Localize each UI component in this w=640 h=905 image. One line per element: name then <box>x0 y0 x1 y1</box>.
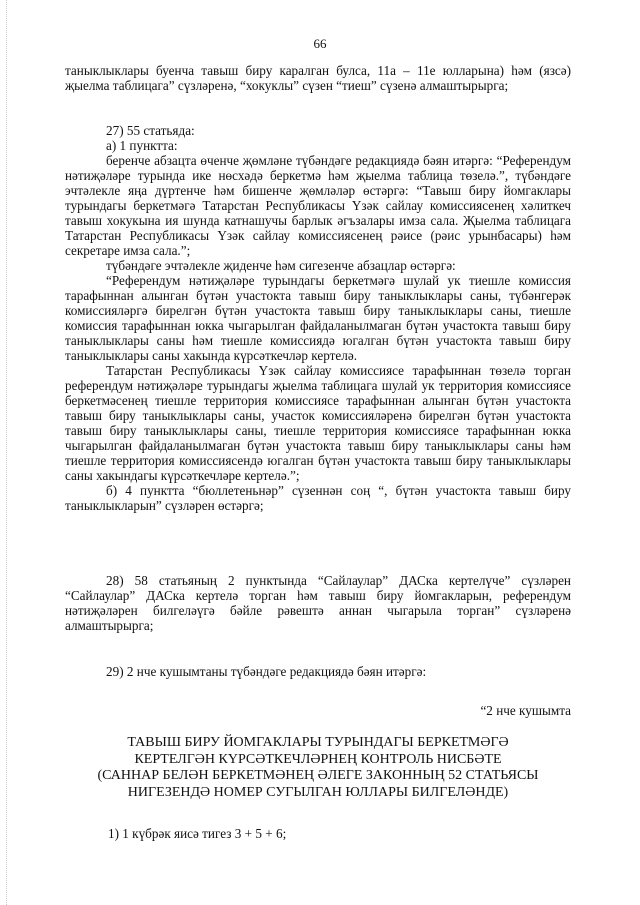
paragraph-continuation: таныклыклары буенча тавыш биру каралган булса, 11а – 11е юлларына) һәм (язсә) җыелма таблицага” сүзләренә, “хокуклы” сүзен “тиеш” сүзенә алмаштырырга; <box>65 63 571 93</box>
subitem-a-paragraph-1: беренче абзацта өченче җөмләне түбәндәге редакциядә бәян итәргә: “Референдум нәтиҗәләре турында ике нөсхәдә беркетмә һәм җыелма таблица төзелә.”, түбәндәге эчтәлекле яңа дүртенче һәм бишенче җөмләләр өстәргә: “Тавыш биру йомгаклары турындагы беркетмәгә Татарстан Республикасы Үзәк сайлау комиссиясенең хәлиткеч тавыш хокукына ия шунда катнашучы барлык әгъзалары имза сала. Җыелма таблицага Татарстан Республикасы Үзәк сайлау комиссиясенең рәисе (рәис урынбасары) һәм секретаре имза сала.”; <box>65 153 571 258</box>
subitem-a-paragraph-3: “Референдум нәтиҗәләре турындагы беркетмәгә шулай ук тиешле комиссия тарафыннан алынган бүтән участокта тавыш биру таныклыклары саны, түбәнгерәк комиссияләргә бирелгән бүтән участокта тавыш биру таныклыклары саны, тиешле комиссия тарафыннан юкка чыгарылган файдаланылмаган бүтән участокта тавыш биру таныклыклары саны һәм тиешле комиссиядә югалган бүтән участокта тавыш биру таныклыклары саны хакында күрсәткечләр кертелә. <box>65 273 571 363</box>
section-27 <box>65 123 571 513</box>
annex-heading-line-4: НИГЕЗЕНДӘ НОМЕР СУГЫЛГАН ЮЛЛАРЫ БИЛГЕЛӘНДЕ) <box>127 784 509 800</box>
left-margin-guide <box>6 0 7 905</box>
subitem-a-paragraph-2: түбәндәге эчтәлекле җиденче һәм сигезенче абзацлар өстәргә: <box>106 258 456 273</box>
annex-heading-line-2: КЕРТЕЛГӘН КҮРСӘТКЕЧЛӘРНЕҢ КОНТРОЛЬ НИСБӘТЕ <box>134 751 502 767</box>
annex-heading <box>65 735 571 801</box>
continuation-paragraph <box>65 63 571 93</box>
section-27-heading: 27) 55 статьяда: <box>106 123 195 138</box>
section-28 <box>65 573 571 633</box>
annex-label <box>65 703 571 718</box>
subitem-a-paragraph-4: Татарстан Республикасы Үзәк сайлау комиссиясе тарафыннан төзелә торган референдум нәтиҗәләре турындагы җыелма таблицага шулай ук территория комиссиясе беркетмәсенең тиешле территория комиссиясе тарафыннан алынган бүтән участокта тавыш биру таныклыклары саны, участок комиссияләренә бирелгән бүтән участокта тавыш биру таныклыклары саны, тиешле территория комиссиясе тарафыннан юкка чыгарылган файдаланылмаган бүтән участокта тавыш биру таныклыклары саны һәм тиешле территория комиссиясендә югалган бүтән участокта тавыш биру таныклыклары саны хакындагы күрсәткечләре кертелә.”; <box>65 363 571 483</box>
annex-item-1 <box>65 826 571 841</box>
subitem-b-paragraph: б) 4 пунктта “бюллетеньнәр” сүзеннән соң “, бүтән участокта тавыш биру таныклыкларын” сүзләрен өстәргә; <box>65 483 571 513</box>
annex-label-text: “2 нче кушымта <box>480 703 571 718</box>
section-28-paragraph: 28) 58 статьяның 2 пунктында “Сайлаулар” ДАСка кертелүче” сүзләрен “Сайлаулар” ДАСка кертелә торган һәм тавыш биру йомгакларын, референдум нәтиҗәләрен билгеләүгә бәйле рәвештә аннан чыгарыла торган” сүзләренә алмаштырырга; <box>65 573 571 633</box>
annex-heading-line-1: ТАВЫШ БИРУ ЙОМГАКЛАРЫ ТУРЫНДАГЫ БЕРКЕТМӘГӘ <box>127 735 509 750</box>
annex-item-1-text: 1) 1 күбрәк яисә тигез 3 + 5 + 6; <box>108 826 287 841</box>
section-29 <box>65 664 571 679</box>
page-number: 66 <box>313 36 327 51</box>
subitem-a-heading: а) 1 пунктта: <box>106 138 178 153</box>
annex-heading-line-3: (САННАР БЕЛӘН БЕРКЕТМӘНЕҢ ӘЛЕГЕ ЗАКОННЫҢ 52 СТАТЬЯСЫ <box>97 768 539 783</box>
section-29-paragraph: 29) 2 нче кушымтаны түбәндәге редакциядә бәян итәргә: <box>106 664 427 679</box>
